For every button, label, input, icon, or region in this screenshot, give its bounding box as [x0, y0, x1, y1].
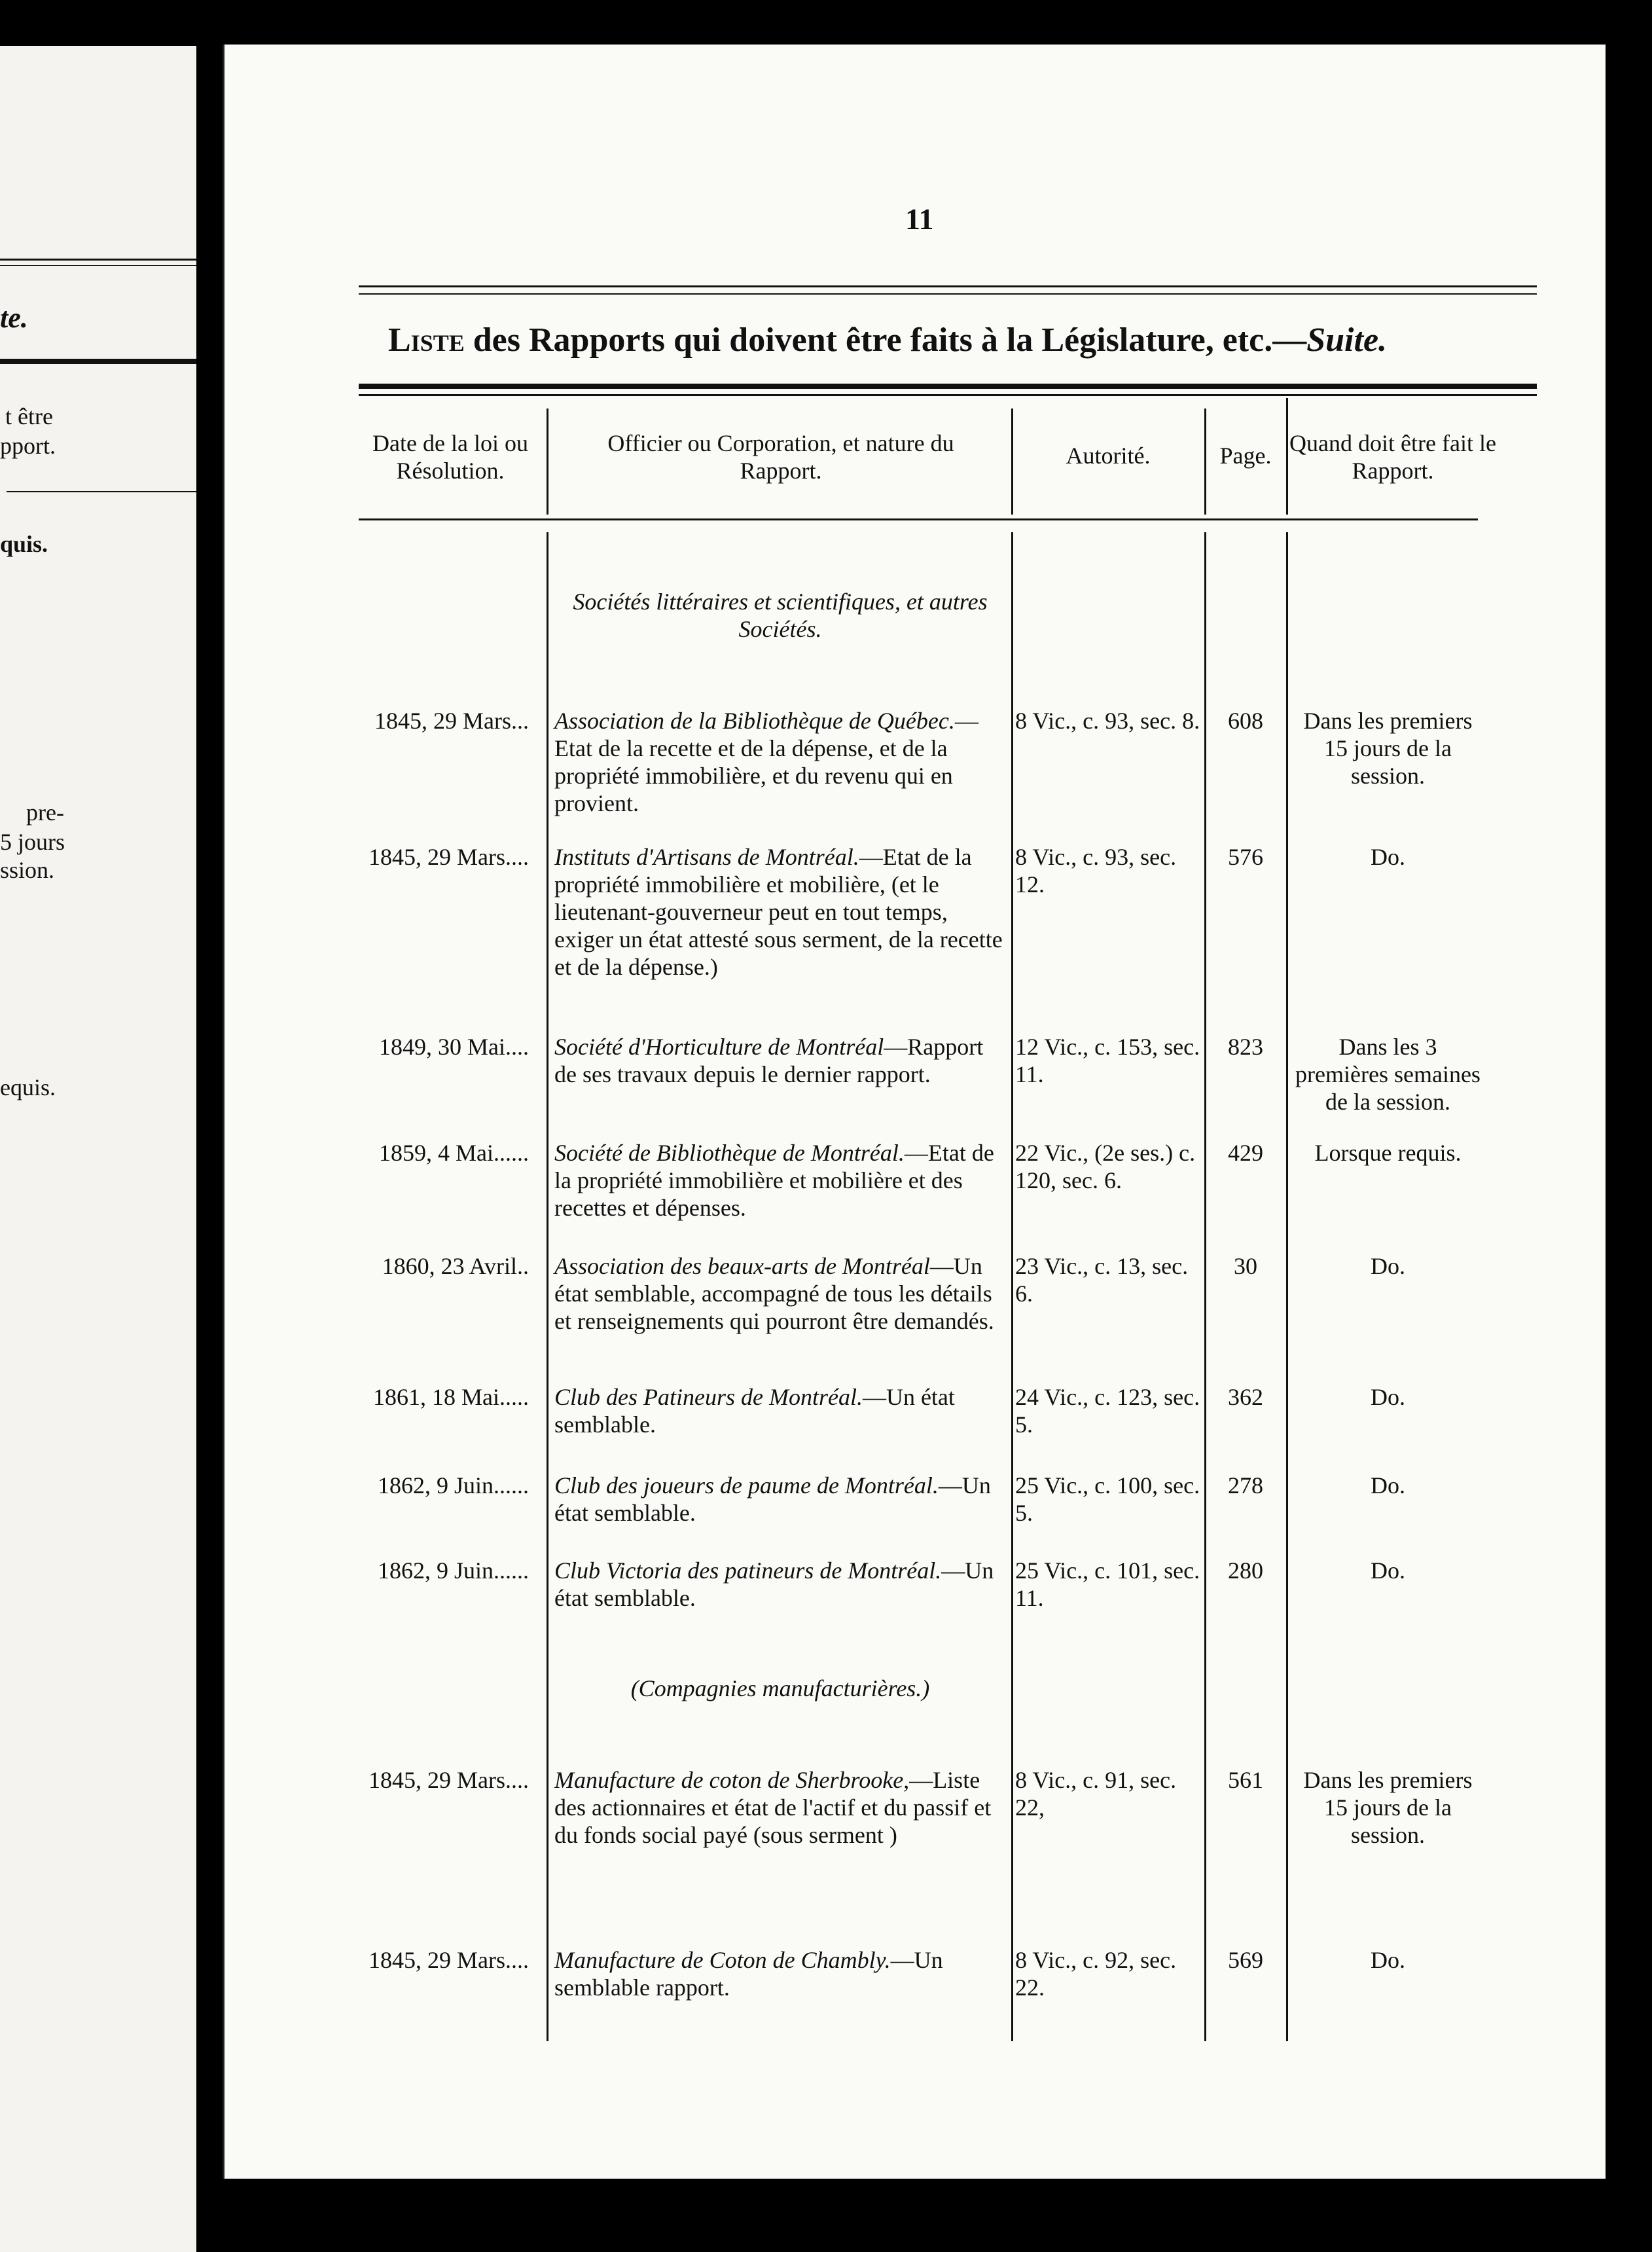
row-body: —Rapport de ses travaux depuis le dernier rapport.	[554, 1034, 984, 1087]
row-officier	[554, 1472, 1006, 1527]
row-title: Association des beaux-arts de Montréal	[554, 1253, 930, 1279]
row-autorite: 25 Vic., c. 101, sec. 11.	[1015, 1557, 1200, 1611]
row-page: 561	[1228, 1767, 1263, 1793]
header-date: Date de la loi ou Résolution.	[372, 430, 528, 484]
column-divider	[1011, 409, 1013, 515]
row-title: Instituts d'Artisans de Montréal.	[554, 844, 859, 870]
row-autorite: 8 Vic., c. 93, sec. 12.	[1015, 844, 1177, 898]
column-divider	[547, 532, 548, 2041]
row-title: Club des Patineurs de Montréal.	[554, 1384, 863, 1410]
row-autorite: 8 Vic., c. 93, sec. 8.	[1015, 708, 1200, 734]
row-quand: Dans les premiers 15 jours de la session.	[1303, 1767, 1473, 1848]
row-autorite: 22 Vic., (2e ses.) c. 120, sec. 6.	[1015, 1140, 1196, 1193]
row-quand: Do.	[1371, 1472, 1405, 1498]
left-fragment: 5 jours	[0, 829, 65, 855]
row-autorite: 12 Vic., c. 153, sec. 11.	[1015, 1034, 1200, 1087]
row-page: 429	[1228, 1140, 1263, 1166]
title-text: des Rapports qui doivent être faits à la Législature, etc.—	[464, 321, 1307, 359]
row-officier	[554, 707, 1006, 817]
title-liste: Liste	[388, 321, 465, 359]
row-title: Société de Bibliothèque de Montréal.	[554, 1140, 905, 1166]
left-page-fragment	[0, 46, 196, 2252]
left-fragment: te.	[0, 302, 28, 334]
row-quand: Do.	[1371, 844, 1405, 870]
row-title: Club Victoria des patineurs de Montréal.	[554, 1557, 942, 1584]
row-title: Société d'Horticulture de Montréal	[554, 1034, 884, 1060]
row-page: 278	[1228, 1472, 1263, 1498]
row-date: 1861, 18 Mai.....	[373, 1384, 529, 1410]
row-date: 1849, 30 Mai....	[379, 1034, 529, 1060]
row-officier	[554, 1252, 1006, 1335]
row-date: 1860, 23 Avril..	[382, 1253, 529, 1279]
row-autorite: 24 Vic., c. 123, sec. 5.	[1015, 1384, 1200, 1438]
row-quand: Do.	[1371, 1557, 1405, 1584]
row-body: —Etat de la propriété immobilière et mobilière et des recettes et dépenses.	[554, 1140, 994, 1221]
row-quand: Do.	[1371, 1384, 1405, 1410]
left-fragment: t être	[5, 403, 53, 429]
top-rule	[359, 293, 1537, 295]
header-rule	[359, 384, 1537, 389]
row-page: 30	[1234, 1253, 1257, 1279]
section-title: Sociétés littéraires et scientifiques, et autres Sociétés.	[573, 589, 988, 642]
row-quand: Dans les premiers 15 jours de la session.	[1303, 708, 1473, 789]
header-rule	[359, 394, 1537, 396]
row-date: 1845, 29 Mars....	[368, 1947, 529, 1973]
header-page: Page.	[1219, 443, 1272, 469]
row-body: —Un état semblable.	[554, 1384, 955, 1438]
left-rule	[7, 491, 196, 492]
row-body: —Un état semblable.	[554, 1557, 994, 1611]
row-date: 1859, 4 Mai......	[379, 1140, 529, 1166]
row-body: —Un état semblable.	[554, 1472, 991, 1526]
row-page: 823	[1228, 1034, 1263, 1060]
row-officier	[554, 1139, 1006, 1222]
row-body: —Liste des actionnaires et état de l'actif et du passif et du fonds social payé (sous serment )	[554, 1767, 992, 1848]
row-title: Club des joueurs de paume de Montréal.	[554, 1472, 939, 1498]
row-quand: Dans les 3 premières semaines de la session.	[1295, 1034, 1481, 1115]
row-officier	[554, 843, 1006, 981]
row-page: 569	[1228, 1947, 1263, 1973]
column-divider	[1204, 409, 1206, 515]
row-page: 608	[1228, 708, 1263, 734]
left-rule	[0, 265, 196, 266]
row-date: 1845, 29 Mars...	[374, 708, 529, 734]
header-bottom-rule	[359, 518, 1478, 520]
row-body: —Etat de la propriété immobilière et mobilière, (et le lieutenant-gouverneur peut en tout temps, exiger un état attesté sous serment, de la recette et de la dépense.)	[554, 844, 1003, 980]
title-suite: Suite.	[1306, 321, 1388, 359]
left-fragment: ssion.	[0, 857, 55, 883]
row-title: Manufacture de coton de Sherbrooke,	[554, 1767, 910, 1793]
row-quand: Do.	[1371, 1947, 1405, 1973]
header-quand: Quand doit être fait le Rapport.	[1289, 430, 1496, 484]
row-body: —Etat de la recette et de la dépense, et de la propriété immobilière, et du revenu qui en provient.	[554, 708, 979, 816]
row-date: 1862, 9 Juin......	[377, 1472, 529, 1498]
row-title: Manufacture de Coton de Chambly.	[554, 1947, 891, 1973]
row-autorite: 8 Vic., c. 91, sec. 22,	[1015, 1767, 1177, 1821]
left-fragment: quis.	[0, 531, 48, 557]
top-rule	[359, 285, 1537, 287]
left-fragment: pport.	[0, 433, 56, 459]
column-divider	[1011, 532, 1013, 2041]
row-date: 1862, 9 Juin......	[377, 1557, 529, 1584]
row-autorite: 23 Vic., c. 13, sec. 6.	[1015, 1253, 1189, 1307]
left-rule	[0, 259, 196, 261]
page-number: 11	[905, 202, 934, 236]
row-date: 1845, 29 Mars....	[368, 844, 529, 870]
row-officier	[554, 1383, 1006, 1438]
header-autorite: Autorité.	[1066, 443, 1151, 469]
row-quand: Lorsque requis.	[1314, 1140, 1462, 1166]
document-page	[223, 45, 1606, 2179]
row-officier	[554, 1766, 1006, 1849]
left-rule	[0, 359, 196, 364]
column-divider	[547, 409, 548, 515]
row-officier	[554, 1946, 1006, 2001]
column-divider	[1286, 532, 1288, 2041]
row-page: 362	[1228, 1384, 1263, 1410]
section-title: (Compagnies manufacturières.)	[630, 1675, 930, 1701]
row-page: 576	[1228, 844, 1263, 870]
row-autorite: 8 Vic., c. 92, sec. 22.	[1015, 1947, 1177, 2001]
column-divider	[1286, 398, 1288, 515]
header-officier: Officier ou Corporation, et nature du Rapport.	[607, 430, 954, 484]
row-body: —Un état semblable, accompagné de tous les détails et renseignements qui pourront être demandés.	[554, 1253, 994, 1334]
row-quand: Do.	[1371, 1253, 1405, 1279]
left-fragment: equis.	[0, 1074, 56, 1100]
row-officier	[554, 1557, 1006, 1612]
page-title	[388, 321, 1540, 359]
row-autorite: 25 Vic., c. 100, sec. 5.	[1015, 1472, 1200, 1526]
left-fragment: pre-	[26, 799, 64, 826]
row-date: 1845, 29 Mars....	[368, 1767, 529, 1793]
row-officier	[554, 1033, 1006, 1088]
row-page: 280	[1228, 1557, 1263, 1584]
row-body: —Un semblable rapport.	[554, 1947, 943, 2001]
row-title: Association de la Bibliothèque de Québec.	[554, 708, 955, 734]
